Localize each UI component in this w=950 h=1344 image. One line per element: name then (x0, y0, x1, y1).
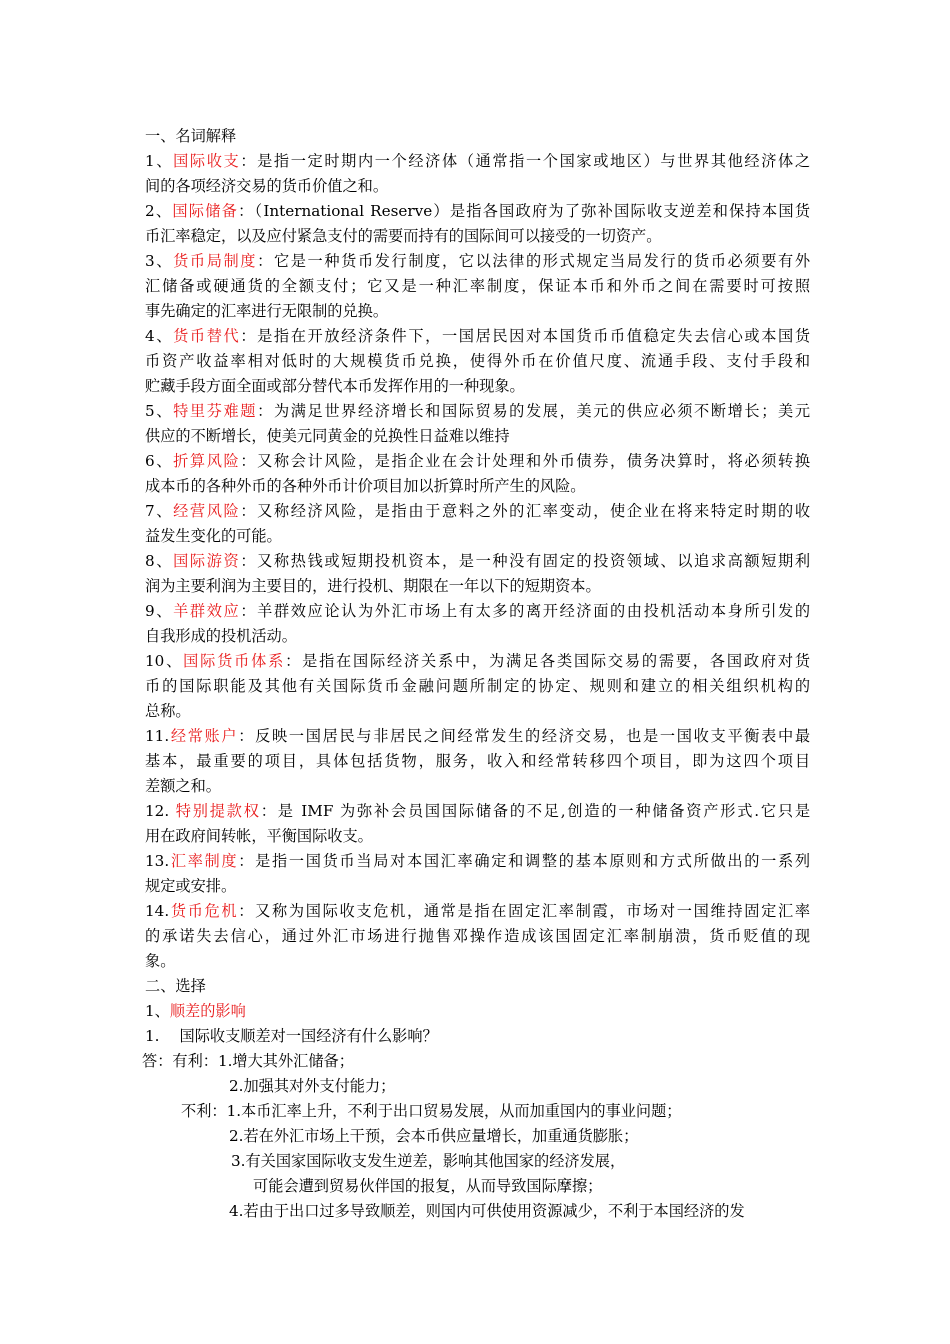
definition-text: 又称为国际收支危机，通常是指在固定汇率制霞，市场对一国维持固定汇率 (255, 902, 811, 920)
pros-item: 2.加强其对外支付能力； (229, 1077, 396, 1095)
definition-line (145, 324, 810, 349)
definition-text: 自我形成的投机活动。 (145, 627, 297, 645)
definition-term: 汇率制度 (169, 852, 239, 870)
definition-entry (145, 149, 810, 199)
definition-term: 国际储备 (172, 202, 239, 220)
definition-entry (145, 599, 810, 649)
answer-label: 答： (142, 1052, 173, 1070)
definition-text: 供应的不断增长，使美元同黄金的兑换性日益难以维持 (145, 427, 510, 445)
definition-line (145, 699, 810, 724)
definition-line (145, 349, 810, 374)
definition-line (145, 199, 810, 224)
pros-label: 有利： (172, 1052, 218, 1070)
definition-term: 货币替代 (173, 327, 241, 345)
definition-separator: ： (240, 152, 258, 170)
definition-number: 5、 (145, 402, 174, 420)
definition-text: 为满足世界经济增长和国际贸易的发展，美元的供应必须不断增长；美元 (273, 402, 811, 420)
definition-line (145, 749, 810, 774)
definition-term: 特别提款权 (175, 802, 261, 820)
definition-line (145, 899, 810, 924)
definition-line (145, 174, 810, 199)
definition-entry (145, 649, 810, 724)
definition-separator: ： (240, 452, 258, 470)
document-page (142, 124, 811, 1224)
definition-term: 特里芬难题 (173, 402, 258, 420)
definition-line (145, 149, 810, 174)
definition-separator: ： (238, 852, 256, 870)
cons-item: 可能会遭到贸易伙伴国的报复，从而导致国际摩擦； (253, 1177, 603, 1195)
definition-line (145, 599, 810, 624)
definition-text: 事先确定的汇率进行无限制的兑换。 (145, 302, 388, 320)
definition-number: 1、 (145, 152, 174, 170)
definition-text: 差额之和。 (145, 777, 221, 795)
definition-line (145, 524, 810, 549)
cons-item: 3.有关国家国际收支发生逆差，影响其他国家的经济发展， (231, 1152, 626, 1170)
definition-line (145, 874, 810, 899)
cons-label: 不利： (181, 1102, 227, 1120)
section-heading-definitions: 一、名词解释 (145, 127, 237, 145)
definition-text: 规定或安排。 (145, 877, 237, 895)
definition-entry (145, 449, 810, 499)
definition-text: 是指一国货币当局对本国汇率确定和调整的基本原则和方式所做出的一系列 (255, 852, 811, 870)
definition-number: 9、 (145, 602, 174, 620)
definition-number: 10、 (145, 652, 184, 670)
definition-line (145, 824, 810, 849)
definition-separator: ： (240, 327, 258, 345)
definition-entry (145, 849, 810, 899)
definition-text: 反映一国居民与非居民之间经常发生的经济交易，也是一国收支平衡表中最 (255, 727, 811, 745)
definitions-list (145, 149, 810, 974)
definition-separator: ： (257, 402, 274, 420)
choice-item-term: 顺差的影响 (169, 1002, 246, 1020)
definition-number: 7、 (145, 502, 174, 520)
definition-text: （International Reserve）是指各国政府为了弥补国际收支逆差和保持本国货 (254, 202, 811, 220)
definition-term: 货币局制度 (173, 252, 258, 270)
definition-separator: ： (238, 727, 256, 745)
definition-entry (145, 499, 810, 549)
definition-line (145, 624, 810, 649)
definition-line (145, 499, 810, 524)
definition-number: 4、 (145, 327, 174, 345)
definition-text: 间的各项经济交易的货币价值之和。 (145, 177, 388, 195)
definition-text: 的承诺失去信心，通过外汇市场进行抛售邓操作造成该国固定汇率制崩溃，货币贬值的现 (145, 927, 810, 945)
cons-item: 4.若由于出口过多导致顺差，则国内可供使用资源减少，不利于本国经济的发 (229, 1202, 745, 1220)
definition-text: 贮藏手段方面全面或部分替代本币发挥作用的一种现象。 (145, 377, 525, 395)
definition-line (145, 549, 810, 574)
definition-line (145, 274, 810, 299)
definition-line (145, 299, 810, 324)
definition-line (145, 799, 810, 824)
definition-line (145, 474, 810, 499)
definition-number: 8、 (145, 552, 174, 570)
definition-text: 羊群效应论认为外汇市场上有太多的离开经济面的由投机活动本身所引发的 (257, 602, 811, 620)
definition-text: 又称经济风险，是指由于意料之外的汇率变动，使企业在将来特定时期的收 (257, 502, 811, 520)
definition-line (145, 424, 810, 449)
definition-text: 币汇率稳定，以及应付紧急支付的需要而持有的国际间可以接受的一切资产。 (145, 227, 662, 245)
definition-number: 3、 (145, 252, 174, 270)
section-heading-choice: 二、选择 (145, 977, 206, 995)
definition-line (145, 649, 810, 674)
definition-separator: ： (285, 652, 303, 670)
question-line (145, 1024, 810, 1049)
definition-text: 用在政府间转帐，平衡国际收支。 (145, 827, 373, 845)
answer-pros-line-1 (142, 1049, 810, 1074)
cons-item: 2.若在外汇市场上干预，会本币供应量增长，加重通货膨胀； (229, 1127, 639, 1145)
definition-entry (145, 399, 810, 449)
definition-line (145, 249, 810, 274)
definition-line (145, 674, 810, 699)
definition-text: 币资产收益率相对低时的大规模货币兑换，使得外币在价值尺度、流通手段、支付手段和 (145, 352, 810, 370)
definition-text: 是 IMF 为弥补会员国国际储备的不足,创造的一种储备资产形式.它只是 (277, 802, 811, 820)
definition-line (145, 399, 810, 424)
definition-term: 国际收支 (173, 152, 241, 170)
definition-text: 币的国际职能及其他有关国际货币金融问题所制定的协定、规则和建立的相关组织机构的 (145, 677, 810, 695)
definition-entry (145, 249, 810, 324)
definition-entry (145, 324, 810, 399)
definition-text: 润为主要利润为主要目的，进行投机、期限在一年以下的短期资本。 (145, 577, 601, 595)
answer-cons-line-1 (145, 1099, 810, 1124)
definition-entry (145, 799, 810, 849)
definition-separator: ： (240, 502, 258, 520)
definition-entry (145, 199, 810, 249)
definition-text: 又称会计风险，是指企业在会计处理和外币债券，债务决算时，将必须转换 (257, 452, 811, 470)
definition-line (145, 849, 810, 874)
definition-line (145, 574, 810, 599)
definition-separator: ： (238, 902, 256, 920)
definition-text: 它是一种货币发行制度，它以法律的形式规定当局发行的货币必须要有外 (273, 252, 811, 270)
definition-line (145, 949, 810, 974)
definition-entry (145, 549, 810, 599)
choice-item-number: 1、 (145, 1002, 170, 1020)
definition-text: 象。 (145, 952, 176, 970)
definition-text: 是指在国际经济关系中，为满足各类国际交易的需要，各国政府对货 (302, 652, 811, 670)
definition-text: 成本币的各种外币的各种外币计价项目加以折算时所产生的风险。 (145, 477, 586, 495)
question-number: 1. (145, 1027, 160, 1045)
definition-text: 汇储备或硬通货的全额支付；它又是一种汇率制度，保证本币和外币之间在需要时可按照 (145, 277, 810, 295)
definition-line (145, 774, 810, 799)
definition-number: 12. (145, 802, 176, 820)
pros-item: 1.增大其外汇储备； (217, 1052, 354, 1070)
definition-line (145, 374, 810, 399)
definition-term: 折算风险 (173, 452, 241, 470)
definition-entry (145, 899, 810, 974)
definition-text: 总称。 (145, 702, 191, 720)
definition-line (145, 724, 810, 749)
definition-separator: ： (257, 252, 274, 270)
definition-number: 14. (145, 902, 170, 920)
definition-number: 6、 (145, 452, 174, 470)
definition-term: 货币危机 (169, 902, 239, 920)
question-text: 国际收支顺差对一国经济有什么影响？ (179, 1027, 438, 1045)
definition-text: 是指在开放经济条件下，一国居民因对本国货币币值稳定失去信心或本国货 (257, 327, 811, 345)
definition-separator: ： (260, 802, 278, 820)
definition-term: 经营风险 (173, 502, 241, 520)
definition-separator: ： (238, 202, 255, 220)
definition-text: 又称热钱或短期投机资本，是一种没有固定的投资领域、以追求高额短期利 (257, 552, 811, 570)
definition-separator: ： (240, 602, 258, 620)
definition-number: 13. (145, 852, 170, 870)
cons-item: 1.本币汇率上升，不利于出口贸易发展，从而加重国内的事业问题； (226, 1102, 682, 1120)
definition-line (145, 449, 810, 474)
definition-line (145, 224, 810, 249)
definition-entry (145, 724, 810, 799)
definition-text: 益发生变化的可能。 (145, 527, 282, 545)
definition-term: 国际游资 (173, 552, 241, 570)
definition-text: 是指一定时期内一个经济体（通常指一个国家或地区）与世界其他经济体之 (257, 152, 811, 170)
definition-number: 11. (145, 727, 170, 745)
definition-number: 2、 (145, 202, 173, 220)
definition-separator: ： (240, 552, 258, 570)
choice-item-title (145, 999, 810, 1024)
definition-term: 羊群效应 (173, 602, 241, 620)
definition-term: 国际货币体系 (183, 652, 286, 670)
definition-line (145, 924, 810, 949)
definition-term: 经常账户 (169, 727, 239, 745)
definition-text: 基本，最重要的项目，具体包括货物，服务，收入和经常转移四个项目，即为这四个项目 (145, 752, 810, 770)
